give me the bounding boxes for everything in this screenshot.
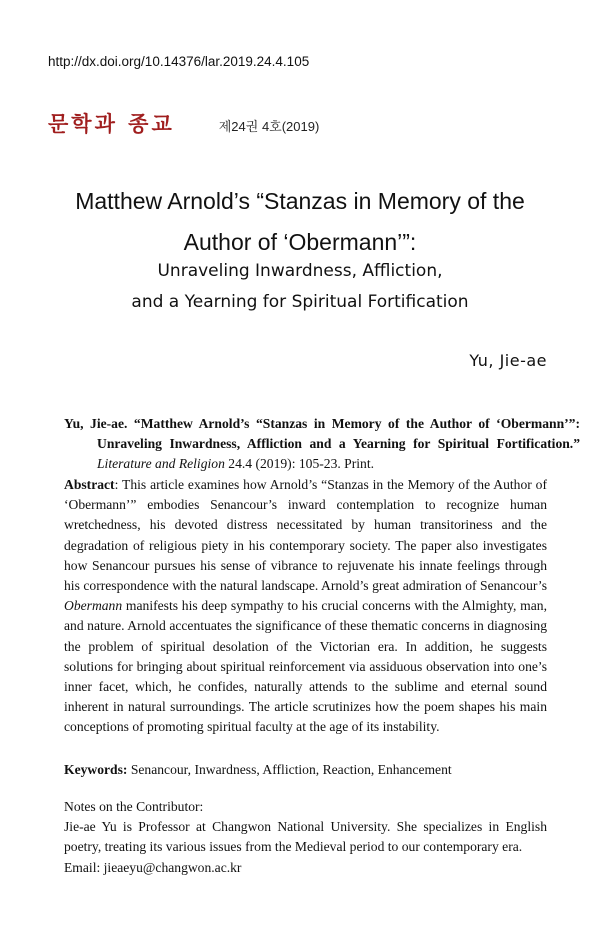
keywords-text: Senancour, Inwardness, Affliction, Reaction, Enhancement bbox=[127, 762, 452, 777]
abstract bbox=[64, 475, 547, 738]
citation-bold: Yu, Jie-ae. “Matthew Arnold’s “Stanzas in Memory of the Author of ‘Obermann’”: Unraveling Inwardness, Affliction and a Yearning for Spiritual Fortification.” bbox=[64, 416, 580, 452]
notes-heading: Notes on the Contributor: bbox=[64, 799, 204, 814]
journal-header bbox=[48, 108, 319, 138]
abstract-text-b: manifests his deep sympathy to his crucial concerns with the Almighty, man, and nature. Arnold accentuates the significance of these thematic concerns in diagnosing the problem of spiritual desolation of the Victorian era. In addition, he suggests solutions for bringing about spiritual reinforcement via assiduous observation into one’s inner facet, which, he confides, naturally attends to the sublime and eternal sound inherent in natural surroundings. The article scrutinizes how the poem shapes his main conceptions of promoting spiritual faculty at the age of its instability. bbox=[64, 598, 547, 735]
title-line-2: Author of ‘Obermann’”: bbox=[183, 229, 417, 255]
title-line-1: Matthew Arnold’s “Stanzas in Memory of the bbox=[75, 188, 525, 214]
keywords-label: Keywords: bbox=[64, 762, 128, 777]
abstract-label: Abstract bbox=[64, 477, 115, 492]
notes-email[interactable]: Email: jieaeyu@changwon.ac.kr bbox=[64, 859, 242, 875]
citation-journal: Literature and Religion bbox=[97, 456, 225, 472]
journal-volume: 제24권 4호(2019) bbox=[218, 118, 320, 134]
subtitle-line-1: Unraveling Inwardness, Affliction, bbox=[157, 261, 443, 281]
abstract-italic-title: Obermann bbox=[64, 598, 123, 614]
journal-name: 문학과 종교 bbox=[48, 112, 175, 136]
contributor-notes bbox=[64, 797, 547, 878]
citation-details: 24.4 (2019): 105-23. Print. bbox=[224, 456, 375, 472]
citation bbox=[64, 414, 580, 475]
subtitle-line-2: and a Yearning for Spiritual Fortification bbox=[131, 292, 469, 312]
paper-subtitle bbox=[20, 256, 580, 318]
abstract-text-a: : This article examines how Arnold’s “Stanzas in the Memory of the Author of ‘Obermann’” embodies Senancour’s inward contemplation to recognize human wretchedness, his devoted distress necessitated by human transitoriness and the degradation of religious piety in his contemporary society. The paper also investigates how Senancour pursues his sense of vibrance to rejuvenate his innate feelings through his correspondence with the natural landscape. Arnold’s great admiration of Senancour’s bbox=[64, 477, 547, 594]
notes-bio: Jie-ae Yu is Professor at Changwon National University. She specializes in English poetry, treating its various issues from the Medieval period to our contemporary era. bbox=[64, 819, 547, 855]
paper-title bbox=[20, 181, 580, 263]
author-name: Yu, Jie-ae bbox=[469, 351, 547, 370]
keywords bbox=[64, 760, 547, 780]
doi-link[interactable]: http://dx.doi.org/10.14376/lar.2019.24.4.105 bbox=[48, 54, 310, 69]
